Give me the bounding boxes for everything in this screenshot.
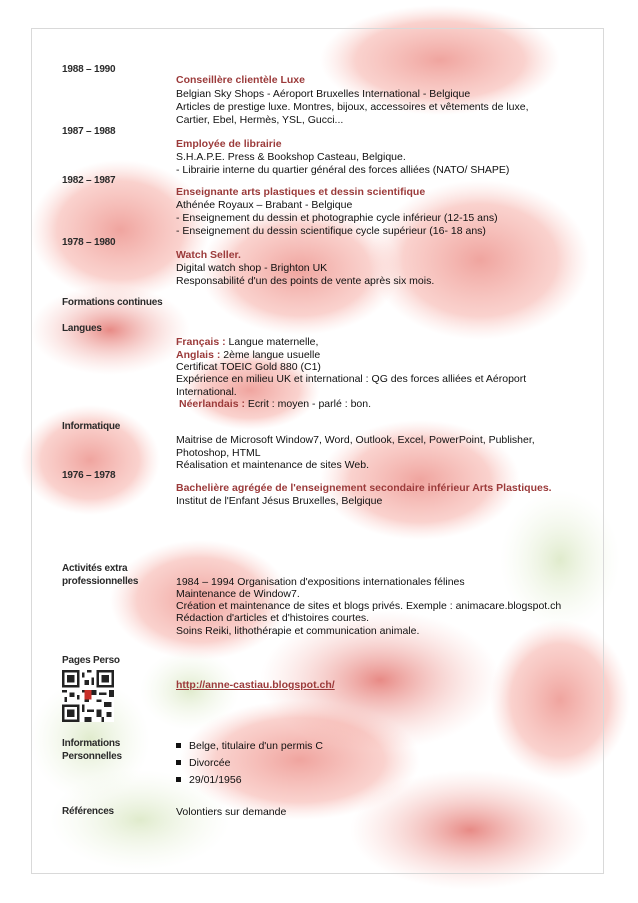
education-title: Bachelière agrégée de l'enseignement secondaire inférieur Arts Plastiques. [176,482,552,494]
job-detail: Articles de prestige luxe. Montres, bijoux, accessoires et vêtements de luxe, [176,101,529,113]
language-experience: Expérience en milieu UK et international : QG des forces alliées et Aéroport [176,373,527,385]
language-english: Anglais : 2ème langue usuelle [176,349,321,361]
activity-item: Rédaction d'articles et d'histoires courtes. [176,612,370,624]
language-experience: International. [176,386,237,398]
section-label-activites: professionnelles [62,576,139,587]
bullet-icon [176,760,181,765]
section-label-informatique: Informatique [62,421,121,432]
activity-item: 1984 – 1994 Organisation d'expositions internationales félines [176,576,465,588]
job-years: 1978 – 1980 [62,237,116,248]
activity-item: Soins Reiki, lithothérapie et communication animale. [176,625,420,637]
section-label-formations: Formations continues [62,297,163,308]
section-label-activites: Activités extra [62,563,128,574]
bullet-icon [176,777,181,782]
activity-item: Création et maintenance de sites et blogs privés. Exemple : animacare.blogspot.ch [176,600,562,612]
section-label-infos: Informations [62,738,121,749]
activity-item: Maintenance de Window7. [176,588,300,600]
job-detail: - Enseignement du dessin scientifique cycle supérieur (16- 18 ans) [176,225,486,237]
job-detail: Digital watch shop - Brighton UK [176,262,328,274]
job-detail: Athénée Royaux – Brabant - Belgique [176,199,353,211]
personal-blog-link[interactable]: http://anne-castiau.blogspot.ch/ [176,679,335,691]
it-skill: Photoshop, HTML [176,447,261,459]
section-label-references: Références [62,806,114,817]
section-label-langues: Langues [62,323,102,334]
section-label-infos: Personnelles [62,751,122,762]
it-skill: Réalisation et maintenance de sites Web. [176,459,369,471]
job-years: 1987 – 1988 [62,126,116,137]
job-detail: Belgian Sky Shops - Aéroport Bruxelles International - Belgique [176,88,471,100]
language-french: Français : Langue maternelle, [176,336,319,348]
job-title: Employée de librairie [176,138,282,150]
education-years: 1976 – 1978 [62,470,116,481]
it-skill: Maitrise de Microsoft Window7, Word, Outlook, Excel, PowerPoint, Publisher, [176,434,535,446]
bullet-icon [176,743,181,748]
job-years: 1988 – 1990 [62,64,116,75]
language-certificate: Certificat TOEIC Gold 880 (C1) [176,361,321,373]
references-text: Volontiers sur demande [176,806,287,818]
language-dutch: Néerlandais : Ecrit : moyen - parlé : bon. [179,398,372,410]
job-detail: - Librairie interne du quartier général des forces alliées (NATO/ SHAPE) [176,164,510,176]
qr-code-icon [62,670,114,722]
job-years: 1982 – 1987 [62,175,116,186]
education-school: Institut de l'Enfant Jésus Bruxelles, Belgique [176,495,383,507]
list-item: Belge, titulaire d'un permis C [176,740,323,752]
job-title: Enseignante arts plastiques et dessin scientifique [176,186,426,198]
list-item: Divorcée [176,757,230,769]
job-title: Watch Seller. [176,249,241,261]
section-label-pages-perso: Pages Perso [62,655,120,666]
job-detail: S.H.A.P.E. Press & Bookshop Casteau, Belgique. [176,151,406,163]
job-title: Conseillère clientèle Luxe [176,74,305,86]
job-detail: Cartier, Ebel, Hermès, YSL, Gucci... [176,114,344,126]
list-item: 29/01/1956 [176,774,242,786]
job-detail: Responsabilité d'un des points de vente après six mois. [176,275,435,287]
job-detail: - Enseignement du dessin et photographie cycle inférieur (12-15 ans) [176,212,498,224]
